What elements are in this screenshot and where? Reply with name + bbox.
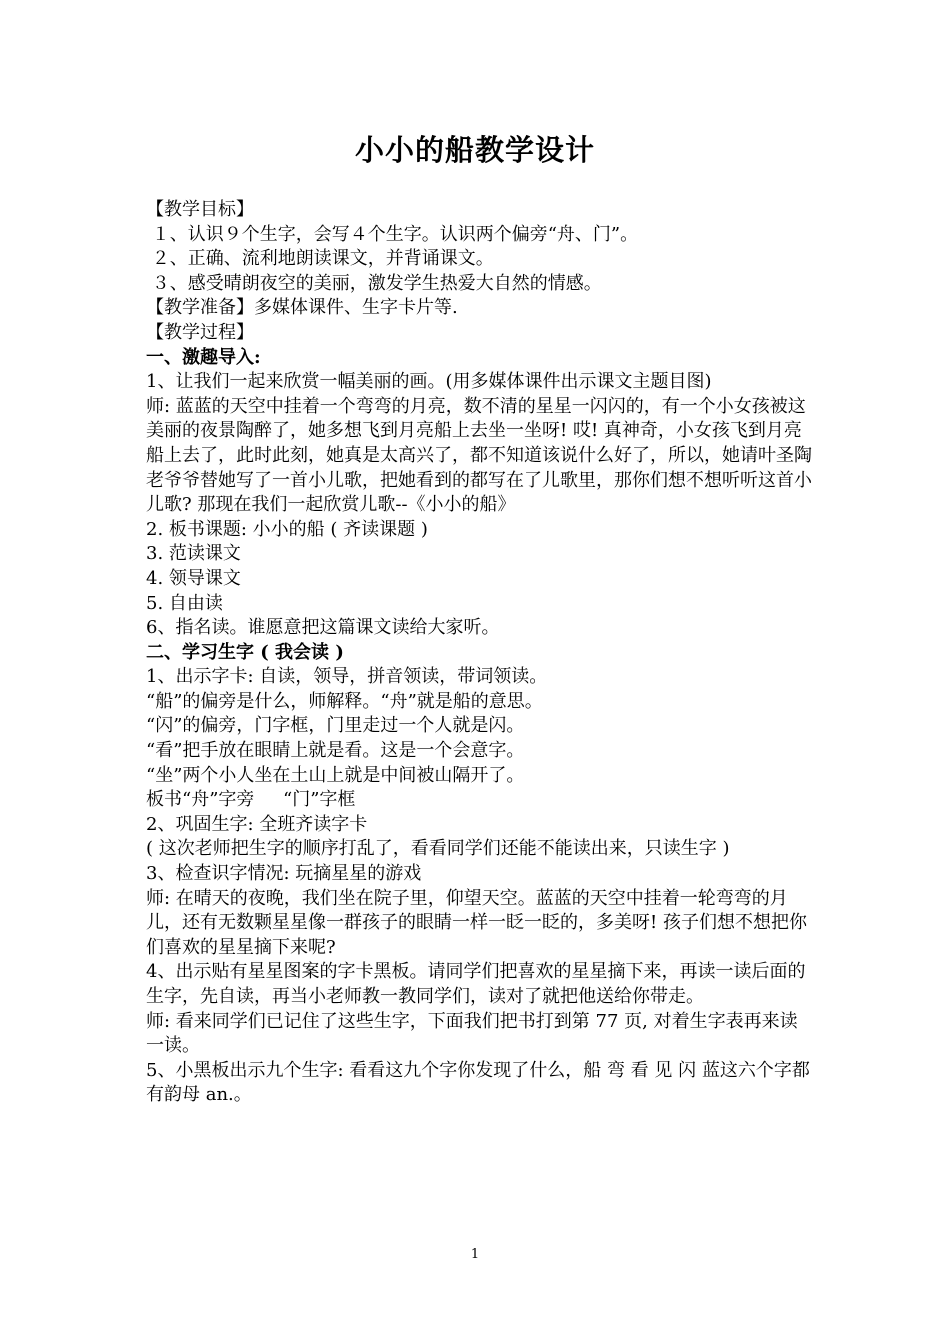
text-line: 【教学目标】	[146, 199, 254, 220]
text-line: 板书“舟”字旁 “门”字框	[146, 789, 356, 811]
text-line: ３、感受晴朗夜空的美丽，激发学生热爱大自然的情感。	[146, 272, 602, 294]
text-line: 师: 看来同学们已记住了这些生字，下面我们把书打到第 77 页, 对着生字表再来读一读。	[146, 1010, 798, 1057]
document-body	[146, 198, 814, 1108]
page-number: 1	[470, 1247, 480, 1262]
section-heading: 一、激趣导入:	[146, 346, 261, 368]
text-line: “坐”两个小人坐在土山上就是中间被山隔开了。	[146, 764, 525, 786]
text-line: 师: 在晴天的夜晚，我们坐在院子里，仰望天空。蓝蓝的天空中挂着一轮弯弯的月儿，还有无数颗星星像一群孩子的眼睛一样一眨一眨的，多美呀! 孩子们想不想把你们喜欢的星星摘下来呢?	[146, 887, 807, 958]
text-line: １、认识９个生字，会写４个生字。认识两个偏旁“舟、门”。	[146, 223, 639, 245]
text-line: “看”把手放在眼睛上就是看。这是一个会意字。	[146, 740, 525, 762]
document-title: 小小的船教学设计	[354, 133, 595, 167]
section-heading: 二、学习生字 ( 我会读 )	[146, 641, 344, 663]
text-line: 【教学准备】多媒体课件、生字卡片等.	[146, 297, 458, 319]
text-line: 【教学过程】	[146, 321, 254, 343]
text-line: “船”的偏旁是什么，师解释。“舟”就是船的意思。	[146, 690, 543, 712]
text-line: 3、检查识字情况: 玩摘星星的游戏	[146, 863, 422, 885]
text-line: 师: 蓝蓝的天空中挂着一个弯弯的月亮，数不清的星星一闪闪的，有一个小女孩被这美丽的夜景陶醉了，她多想飞到月亮船上去坐一坐呀! 哎! 真神奇，小女孩飞到月亮船上去了，此时此刻，她真是太高兴了，都不知道该说什么好了，所以，她请叶圣陶老爷爷替她写了一首小儿歌，把她看到的都写在了儿歌里，那你们想不想听听这首小儿歌? 那现在我们一起欣赏儿歌--《小小的船》	[146, 395, 812, 516]
text-line: “闪”的偏旁，门字框，门里走过一个人就是闪。	[146, 715, 525, 737]
text-line: 6、指名读。谁愿意把这篇课文读给大家听。	[146, 617, 500, 639]
text-line: 5. 自由读	[146, 592, 223, 614]
text-line: 4、出示贴有星星图案的字卡黑板。请同学们把喜欢的星星摘下来，再读一读后面的生字，先自读，再当小老师教一教同学们，读对了就把他送给你带走。	[146, 961, 806, 1007]
text-line: 1、出示字卡: 自读，领导，拼音领读，带词领读。	[146, 666, 548, 688]
text-line: 2. 板书课题: 小小的船 ( 齐读课题 )	[146, 518, 428, 540]
text-line: 2、巩固生字: 全班齐读字卡	[146, 813, 368, 835]
text-line: 3. 范读课文	[146, 543, 241, 565]
text-line: 4. 领导课文	[146, 567, 241, 589]
text-line: ２、正确、流利地朗读课文，并背诵课文。	[146, 248, 494, 270]
text-line: ( 这次老师把生字的顺序打乱了，看看同学们还能不能读出来，只读生字 )	[146, 838, 730, 860]
text-line: 5、小黑板出示九个生字: 看看这九个字你发现了什么，船 弯 看 见 闪 蓝这六个字都有韵母 an.。	[146, 1059, 810, 1106]
text-line: 1、让我们一起来欣赏一幅美丽的画。(用多媒体课件出示课文主题目图)	[146, 371, 712, 393]
